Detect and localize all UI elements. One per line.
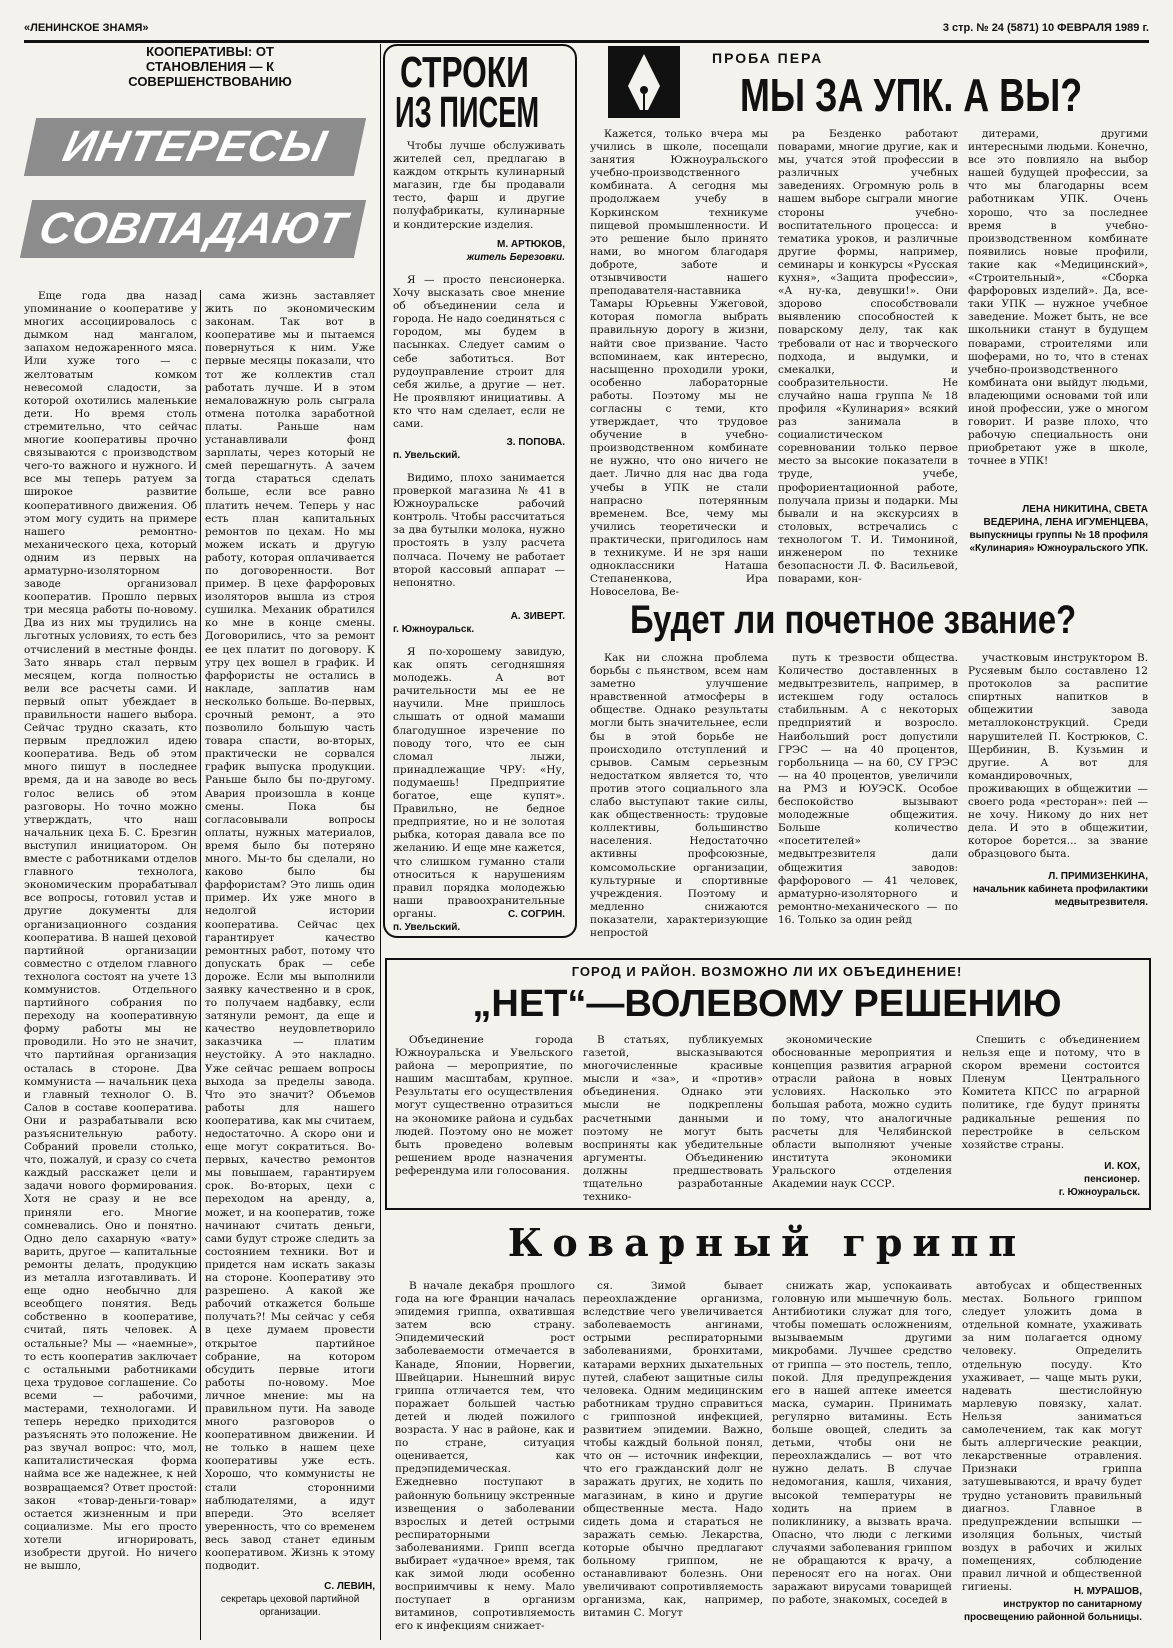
honor-column-1 [590,652,768,939]
honor-signature [968,870,1148,909]
article1-col1-text: Еще года два назад упоминание о кооперативе у многих ассоциировалось с дымком над мангалом, запахом недожаренного мяса. Или хуже того — с желтоватым комком невесомой сладости, за которой охотились маленькие дети. Но время столь стремительно, что сейчас многие кооперативы прочно связываются с производством чего-то важного и нужного. И все мы теперь ратуем за широкое развитие кооперативного движения. Об этом могу судить на примере нашего ремонтно-механического цеха, который одним из первых на арматурно-изоляторном заводе организовал кооператив. Прошло первых три месяца работы по-новому. Два из них мы трудились на льготных условиях, то есть без отчислений в местные фонды. Зато январь стал первым месяцем, когда полностью вели все расчеты сами. И первый опыт убеждает в правильности нашего выбора. Сейчас трудно сказать, кто первым предложил идею кооператива. Ведь об этом много пишут в последнее время, да и на заводе во весь голос велись об этом разговоры. Но точно можно утверждать, что наш начальник цеха Б. С. Брезгин выступил инициатором. Он вместе с работниками отделов главного технолога, экономическим прорабатывал все вопросы, готовил устав и другие документы для организационного создания кооператива. В нашей цеховой партийной организации совместно с отделом главного технолога состоят на учете 13 коммунистов. Отдельного партийного собрания по переходу на кооперативную форму работы мы не проводили. Но это не значит, что партийная организация осталась в стороне. Два коммуниста — начальник цеха и главный технолог О. В. Салов в составе кооператива. Они и разрабатывали всю разъяснительную работу. Собраний провели столько, что, пожалуй, и сразу со счета каждый расскажет цели и задачи нового формирования. Хотя не сразу и не все приняли его. Многие сомневались. Оно и понятно. Одно дело сахарную «вату» варить, другое — капитальные ремонты делать, продукцию из металла изготавливать. И еще одно необычно для всеобщего понятия. Ведь собственно в кооперативе, считай, пять человек. А остальные? Мы — «наемные», то есть кооператив заключает с остальными работниками цеха трудовое соглашение. Со всеми — рабочими, мастерами, технологами. И теперь нередко приходится разъяснять это положение. Не раз звучал вопрос: что, мол, капиталистическая форма найма все же надежнее, к ней возвращаемся? Ответ простой: закон «товар-деньги-товар» остается жизненным и при социализме. Мы его просто хотели игнорировать, изобрести другой. Но ничего не вышло, [24,290,198,1573]
flu-col3-text: снижать жар, успокаивать головную или мышечную боль. Антибиотики служат для того, чтобы помешать осложнениям, вызываемым другими микробами. Лучшее средство от гриппа — это постель, тепло, покой. Для предупреждения его в нашей аптеке имеется маска, сумарин. Принимать регулярно витамины. Есть больше овощей, следить за детьми, чтобы они не переохлаждались — вот что нужно делать. В случае недомогания, кашля, чихания, высокой температуры не ходить на прием в поликлинику, а вызвать врача. Опасно, что люди с легкими случаями заболевания гриппом не обращаются к врачу, а переносят его на ногах. Они заражают вирусами товарищей по работе, знакомых, соседей в [772,1280,952,1607]
article1-title-line1: ИНТЕРЕСЫ [24,118,366,176]
issue-info: 3 стр. № 24 (5871) 10 ФЕВРАЛЯ 1989 г. [942,22,1149,34]
honor-column-3 [968,652,1148,867]
letter-place: п. Увельский. [393,922,461,933]
flu-column-2 [583,1280,763,1640]
letter-place: житель Березовки. [466,252,565,263]
net-col4-text: Спешить с объединением нельзя еще и потому, что в скором времени состоится Пленум Центрального Комитета КПСС по аграрной политике, где будут приняты радикальные решения по перестройке в сельском хозяйстве страны. [962,1034,1140,1151]
column-divider [380,44,381,1640]
letter-sign: З. ПОПОВА. [506,437,565,448]
letter-3 [393,472,565,610]
article1-col2-text: сама жизнь заставляет жить по экономическим законам. Так вот в кооперативе мы и пытаемся повернуться к ним. Уже первые месяцы показали, что тот же коллектив стал работать лучше. И в этом немаловажную роль сыграла отмена потолка заработной платы. Раньше нам устанавливали фонд зарплаты, через который не смей перешагнуть. А зачем тогда стараться сделать больше, если все равно платить нечем. Теперь у нас есть план капитальных ремонтов по цехам. Но мы можем искать и другую работу, которая оплачивается по договоренности. Вот пример. В цехе фарфоровых изоляторов вышла из строя сушилка. Механик обратился ко мне в конце смены. Договорились, что за ремонт ее цех платит по договору. К утру цех вошел в график. И фарфористы не остались в накладе, заплатив нам несколько больше. Во-первых, срочный ремонт, а это позволило большую часть товара спасти, во-вторых, практически не сорвался график выпуска продукции. Раньше было бы по-другому. Авария произошла в конце смены. Пока бы согласовывали вопросы оплаты, нужных материалов, время было бы потеряно много. Мы-то бы сделали, но каково было бы фарфористам? Это лишь один пример. Их уже много в недолгой истории кооператива. Сейчас цех гарантирует качество ремонтных работ, потому что допускать брак — себе дороже. Если мы выполнили заявку качественно и в срок, то получаем надбавку, если затянули ремонт, да еще и качество неудовлетворило заказчика — платим неустойку. А это накладно. Уже сейчас решаем вопросы выхода за пределы завода. Что это значит? Объемов работы для нашего кооператива, как мы считаем, недостаточно. А скоро они и еще могут сократиться. Во-первых, качество ремонтов мы повышаем, гарантируем срок. Во-вторых, цехи с переходом на аренду, а, может, и на кооператив, тоже начинают считать деньги, сами будут строже следить за состоянием техники. Вот и придется нам искать заказы на стороне. Кооперативу это разрешено. А какой же рабочий откажется больше получать?! Мы сейчас у себя в цехе думаем провести открытое партийное собрание, на котором обсудить первые итоги работы по-новому. Мое личное мнение: мы на правильном пути. На заводе много разговоров о кооперативном движении. И не только в нашем цехе кооперативы уже есть. Хорошо, что коммунисты не стали сторонними наблюдателями, а идут впереди. Это вселяет уверенность, что со временем весь завод станет единым кооперативом. Жизнь к этому подводит. [205,290,375,1573]
upk-column-1 [590,128,768,599]
flu-title: Коварный грипп [507,1220,1027,1265]
pen-nib-icon [608,46,680,118]
article1-column-2 [205,290,375,1575]
net-col2-text: В статьях, публикуемых газетой, высказываются многочисленные красивые мысли и «за», и «против» объединения. Однако эти мысли не подкреплены расчетными данными и поэтому не могут быть восприняты как убедительные аргументы. Объединению должны предшествовать тщательно разработанные технико- [583,1034,763,1204]
upk-column-3 [968,128,1148,503]
net-author: И. КОХ, [1104,1161,1140,1172]
net-column-1 [395,1034,573,1202]
flu-signature [962,1585,1142,1624]
net-author-place: г. Южноуральск. [1058,1187,1140,1198]
honor-title: Будет ли почетное звание? [630,598,1077,642]
article1-column-1 [24,290,197,1640]
letter-text: Чтобы лучше обслуживать жителей сел, предлагаю в каждом открыть кулинарный магазин, где бы продавали тесто, фарш и другие полуфабрикаты, кулинарные и кондитерские изделия. [393,140,565,231]
honor-col3-text: участковым инструктором В. Русяевым было составлено 12 протоколов за распитие спиртных напитков в общежитии завода металлоконструкций. Среди нарушителей П. Кострюков, С. Щербинин, В. Кузьмин и другие. А вот для командировочных, проживающих в общежитии — своего рода «ресторан»: пей — не хочу. Никому до них нет дела. И это в общежитии, которое борется... за звание образцового быта. [968,652,1148,861]
letter-text: Видимо, плохо занимается проверкой магазина № 41 в Южноуральске рабочий контроль. Чтобы рассчитаться за два бутылки молока, нужно простоять в узлу расчета полчаса. Почему не работает второй кассовый аппарат — непонятно. [393,472,565,589]
flu-column-1 [395,1280,575,1640]
letter-text: Я — просто пенсионерка. Хочу высказать свое мнение об объединении села и города. Не надо соединяться с городом, мы будем в пасынках. Следует самим о себе заботиться. Вот рудоуправление строит для себя жилье, а другие — нет. Не проявляют инициативы. А кто что нам сделает, если не сами. [393,274,565,431]
honor-col1-text: Как ни сложна проблема борьбы с пьянством, всем нам заметно улучшение нравственной атмосферы в обществе. Однако результаты могли быть значительнее, если бы в этой борьбе не происходило отступлений и срывов. Самым серьезным недостатком является то, что против этого социального зла слабо выступают такие силы, как общественность: трудовые коллективы, большинство населения. Недостаточно активны профсоюзные, комсомольские организации, культурные и спортивные учреждения. Поэтому и медленно снижаются показатели, характеризующие непростой [590,652,768,939]
honor-col2-text: путь к трезвости общества. Количество доставленных в медвытрезвитель, например, в истекшем году осталось стабильным. А с некоторых предприятий и возросло. Наибольший рост допустили ГРЭС — на 40 процентов, горбольница — на 60, СУ ГРЭС — на 40 процентов, увеличили на РМЗ и ЮУЭСК. Особое беспокойство вызывают молодежные общежития. Больше количество «посетителей» медвытрезвителя дали общежития заводов: фарфорового — 41 человек, арматурно-изоляторного и ремонтно-механического — по 16. Только за один рейд [778,652,958,926]
flu-author-title: инструктор по санитарному просвещению районной больницы. [964,1599,1142,1623]
letter-place: г. Южноуральск. [393,624,475,635]
letters-title-line2: ИЗ ПИСЕМ [395,88,540,137]
net-kicker: ГОРОД И РАЙОН. ВОЗМОЖНО ЛИ ИХ ОБЪЕДИНЕНИЕ! [571,964,963,979]
honor-column-2 [778,652,958,926]
flu-author: Н. МУРАШОВ, [1073,1586,1142,1597]
upk-col2-text: ра Безденко работают поварами, многие другие, как и мы, учатся этой профессии в различных учебных заведениях. Огромную роль в нашем выборе сыграли многие стороны учебно-воспитательного процесса: и тематика уроков, и различные другие формы, например, семинары и конкурсы «Русская кухня», «Защита профессии», «А ну-ка, девушки!». Они здорово способствовали выявлению способностей к поварскому делу, так как требовали от нас и творческого подхода, и выдумки, и смекалки, и сообразительности. Не случайно наша группа № 18 профиля «Кулинария» всякий раз занимала в социалистическом соревновании только первое место за высокие показатели в труде, учебе, профориентационной работе, получала призы и подарки. Мы бывали и на экскурсиях в столовых, встречались с технологом Т. И. Тимониной, инженером по технике безопасности Л. Ф. Васильевой, поварами, кон- [778,128,958,586]
net-column-3 [772,1034,952,1202]
letter-2 [393,274,565,436]
upk-authors: ЛЕНА НИКИТИНА, СВЕТА ВЕДЕРИНА, ЛЕНА ИГУМЕНЦЕВА, [983,504,1148,528]
letter-sign: А. ЗИВЕРТ. [510,611,565,622]
honor-author-title: начальник кабинета профилактики медвытрезвителя. [972,884,1148,908]
net-column-2 [583,1034,763,1202]
flu-col2-text: ся. Зимой бывает переохлаждение организма, вследствие чего увеличивается заболеваемость ангинами, острыми респираторными заболеваниями, бронхитами, катарами верхних дыхательных путей, слабеют защитные силы человека. Одним медицинским работникам трудно справиться с гриппозной инфекцией, развитием эпидемии. Важно, чтобы каждый больной понял, что он — источник инфекции, что его гражданский долг не заражать других, не ходить по магазинам, в кино и другие общественные места. Надо сидеть дома и стараться не заражать семью. Лекарства, которые обычно предлагают больному гриппом, не останавливают болезнь. Они увеличивают сопротивляемость организма, как, например, витамин С. Могут [583,1280,763,1620]
net-title: „НЕТ“—ВОЛЕВОМУ РЕШЕНИЮ [472,983,1062,1025]
page-header [24,18,1149,43]
net-author-title: пенсионер. [1084,1174,1140,1185]
letters-title-line1: СТРОКИ [400,48,529,97]
article1-signature [205,1580,375,1619]
letter-sign: С. СОГРИН. [507,909,565,920]
article1-title-line2: СОВПАДАЮТ [20,200,366,258]
upk-title: МЫ ЗА УПК. А ВЫ? [740,69,1083,121]
upk-signature [968,503,1148,555]
net-col3-text: экономические обоснованные мероприятия и концепция развития аграрной отрасли района в новых условиях. Насколько это большая работа, можно судить по тому, что аналогичные расчеты для Челябинской области выполняют ученые института экономики Уральского отделения Академии наук СССР. [772,1034,952,1191]
upk-col1-text: Кажется, только вчера мы учились в школе, посещали занятия Южноуральского учебно-производственного комбината. А сегодня мы продолжаем учебу в Коркинском техникуме пищевой промышленности. И это решение было принято нами, во многом благодаря доброте, заботе и отзывчивости нашего преподавателя-наставника Тамары Юрьевны Ужеговой, которая помогла выбрать правильную дорогу в жизни, найти свое призвание. Часто вспоминаем, как интересно, насыщенно проходили уроки, особенно лабораторные работы. Поэтому мы не согласны с теми, кто утверждает, что трудовое обучение в учебно-производственном комбинате не нужно, что оно ничего не дает. Лично для нас два года учебы в УПК не стали напрасно потерянным временем. Все, чему мы учились теоретически и практически, пригодилось нам в техникуме. И не зря наши одноклассники Наташа Степаненкова, Ира Новоселова, Ве- [590,128,768,599]
author-name: С. ЛЕВИН, [324,1581,375,1592]
letter-1 [393,140,565,238]
net-signature [962,1160,1140,1199]
author-title: секретарь цеховой партийной организации. [220,1594,360,1618]
letters-list [393,140,565,934]
letter-sign: М. АРТЮКОВ, [497,239,565,250]
upk-rubric: ПРОБА ПЕРА [712,50,824,66]
column-divider [200,290,201,1640]
article1-kicker: КООПЕРАТИВЫ: ОТ СТАНОВЛЕНИЯ — К СОВЕРШЕНСТВОВАНИЮ [128,44,292,89]
letter-text: Я по-хорошему завидую, как опять сегодняшняя молодежь. А вот рачительности мы ее не научили. Мне пришлось слышать от одной мамаши благодушное изречение по поводу того, что ее сын сломал лыжи, принадлежащие ЧРУ: «Ну, подумаешь! Предприятие богатое, еще купят». Правильно, не бедное предприятие, но и не золотая рыбка, которая давала все по желанию. И еще мне кажется, что слишком гуманно стали относиться к нарушениям правил порядка молодежью наши правоохранительные органы. [393,646,565,920]
upk-column-2 [778,128,958,586]
paper-name: «ЛЕНИНСКОЕ ЗНАМЯ» [24,22,149,34]
honor-author: Л. ПРИМИЗЕНКИНА, [1048,871,1148,882]
letter-place: п. Увельский. [393,450,461,461]
flu-col4-text: автобусах и общественных местах. Больного гриппом следует уложить дома в отдельной комнате, ухаживать за ним полагается одному человеку. Определить отдельную посуду. Кто ухаживает, — чаще мыть руки, надевать шестислойную марлевую повязку, халат. Нельзя заниматься самолечением, так как могут быть аллергические реакции, лекарственные отравления. Признаки гриппа затушевываются, и врачу будет трудно установить правильный диагноз. Главное в предупреждении вспышки — изоляция больных, чистый воздух в рабочих и жилых помещениях, соблюдение правил личной и общественной гигиены. [962,1280,1142,1594]
net-col1-text: Объединение города Южноуральска и Увельского района — мероприятие, по нашим масштабам, крупное. Результаты его осуществления могут существенно отразиться на экономике района и судьбах людей. Поэтому оно не может быть проведено волевым решением вроде назначения референдума или голосования. [395,1034,573,1177]
upk-authors-title: выпускницы группы № 18 профиля «Кулинария» Южноуральского УПК. [969,530,1148,554]
net-column-4 [962,1034,1140,1158]
upk-col3-text: дитерами, другими интересными людьми. Конечно, все это повлияло на выбор нашей будущей профессии, за что мы благодарны всем работникам УПК. Очень хорошо, что за последнее время в учебно-производственном комбинате появились новые профили, такие как «Медицинский», «Строительный», «Сборка фарфоровых изделий». Да, все-таки УПК — нужное учебное заведение. Может быть, не все школьники станут в будущем поварами, строителями или шоферами, но то, что в стенах учебно-производственного комбината они выйдут людьми, владеющими основами той или иной профессии, уже о многом говорит. И разве плохо, что рабочую специальность они приобретают уже в школе, точнее в УПК! [968,128,1148,468]
flu-col1-text: В начале декабря прошлого года на юге Франции началась эпидемия гриппа, охватившая затем всю страну. Эпидемический рост заболеваемости отмечается в Канаде, Японии, Норвегии, Швейцарии. Нынешний вирус гриппа отличается тем, что поражает большей частью детей и людей пожилого возраста. У нас в районе, как и по стране, ситуация оценивается, как предэпидемическая. Ежедневно поступают в районную больницу экстренные извещения о заболевании взрослых и детей острыми респираторными заболеваниями. Грипп всегда выбирает «удачное» время, так как зимой люди особенно восприимчивы к нему. Мало поступает в организм витаминов, сопротивляемость его к инфекциям снижает- [395,1280,575,1633]
flu-column-3 [772,1280,952,1640]
